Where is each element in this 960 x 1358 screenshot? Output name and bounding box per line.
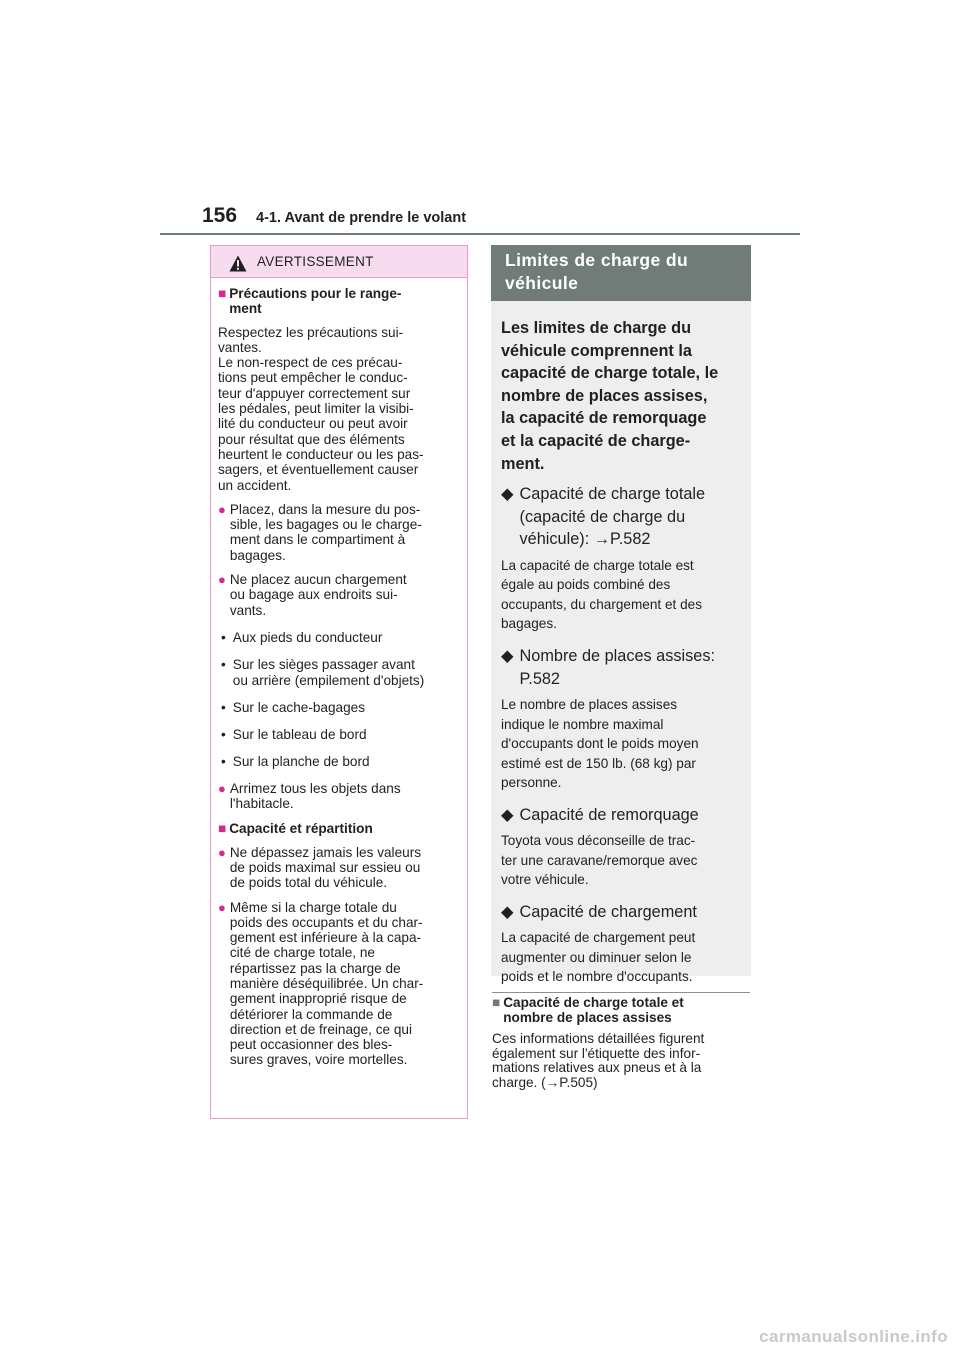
- page-header: [160, 200, 800, 234]
- dot-bullet-icon: ●: [218, 572, 226, 588]
- dot-bullet-icon: ●: [218, 501, 226, 517]
- warning-point: [218, 502, 457, 563]
- list-item: [218, 754, 457, 769]
- subsection-divider: [492, 992, 750, 993]
- warning-point: [218, 781, 457, 812]
- warning-body: [211, 278, 467, 1068]
- subsection-heading: [492, 996, 754, 1025]
- point-text: Ne placez aucun chargement ou bagage aux endroits sui- vants.: [229, 572, 407, 618]
- dot-bullet-icon: ●: [218, 844, 226, 860]
- warning-triangle-icon: [229, 255, 247, 272]
- limit-label: Capacité de remorquage: [519, 805, 699, 824]
- page-number: 156: [202, 204, 238, 227]
- bullet-icon: •: [221, 657, 226, 673]
- list-item-text: Sur la planche de bord: [232, 754, 370, 770]
- point-text: Placez, dans la mesure du pos- sible, les bagages ou le charge- ment dans le compartiment à bagages.: [229, 501, 422, 563]
- subsection-text: Ces informations détaillées figurent également sur l'étiquette des infor- mations relatives aux pneus et à la charge. (→P.505): [492, 1031, 705, 1090]
- point-text: Ne dépassez jamais les valeurs de poids maximal sur essieu ou de poids total du véhicule.: [229, 844, 422, 891]
- limits-panel: [491, 301, 751, 985]
- list-item-text: Aux pieds du conducteur: [232, 629, 383, 645]
- list-item: [218, 657, 457, 688]
- warning-header: [211, 246, 467, 278]
- limit-item: [501, 901, 739, 924]
- limit-description: La capacité de chargement peut augmenter ou diminuer selon le poids et le nombre d'occupants.: [501, 930, 696, 985]
- limit-description: Toyota vous déconseille de trac- ter une caravane/remorque avec votre véhicule.: [501, 833, 698, 888]
- warning-heading-capacity: [218, 821, 457, 836]
- point-text: Arrimez tous les objets dans l'habitacle.: [229, 780, 401, 812]
- list-item-text: Sur les sièges passager avant ou arrière (empilement d'objets): [232, 657, 425, 688]
- limit-label: Nombre de places assises: P.582: [519, 646, 715, 688]
- list-item: [218, 630, 457, 645]
- limit-item: [501, 483, 739, 551]
- list-item-text: Sur le tableau de bord: [232, 727, 367, 743]
- section-title: 4-1. Avant de prendre le volant: [256, 210, 467, 226]
- list-item-text: Sur le cache-bagages: [232, 699, 366, 715]
- dot-bullet-icon: ●: [218, 899, 226, 915]
- diamond-bullet-icon: ◆: [501, 902, 514, 921]
- limit-label: Capacité de charge totale (capacité de charge du véhicule): →P.582: [519, 485, 706, 549]
- warning-point: [218, 900, 457, 1068]
- warning-point: [218, 845, 457, 891]
- limit-item: [501, 645, 739, 690]
- limit-description: La capacité de charge totale est égale au poids combiné des occupants, du chargement et des bagages.: [501, 557, 703, 632]
- dot-bullet-icon: ●: [218, 780, 226, 796]
- square-bullet-icon: ■: [218, 286, 227, 301]
- diamond-bullet-icon: ◆: [501, 805, 514, 824]
- warning-intro: Respectez les précautions sui- vantes. Le non-respect de ces précau- tions peut empêcher le conduc- teur d'appuyer correctement sur les pédales, peut limiter la visibi- lité du conducteur ou peut avoir pour résultat que des éléments heurtent le conducteur ou les pas- sagers, et éventuellement causer un accident.: [218, 324, 424, 493]
- header-divider: [160, 233, 800, 235]
- list-item: [218, 700, 457, 715]
- diamond-bullet-icon: ◆: [501, 646, 514, 665]
- heading-text: Capacité et répartition: [229, 821, 373, 837]
- limit-label: Capacité de chargement: [519, 902, 697, 921]
- limits-title-bar: [491, 245, 751, 301]
- point-text: Même si la charge totale du poids des occupants et du char- gement est inférieure à la capa- cité de charge totale, ne répartissez pas la charge de manière déséquilibrée. Un char- gement inapproprié risque de détériorer la commande de direction et de freinage, ce qui peut occasionner des bles- sures graves, voire mortelles.: [229, 899, 424, 1068]
- bullet-icon: •: [221, 699, 226, 715]
- bullet-icon: •: [221, 727, 226, 743]
- subsection-heading-text: Capacité de charge totale et nombre de places assises: [503, 995, 684, 1025]
- heading-text: Précautions pour le range- ment: [229, 286, 402, 317]
- square-bullet-icon: ■: [218, 821, 227, 837]
- limits-intro: Les limites de charge du véhicule comprennent la capacité de charge totale, le nombre de places assises, la capacité de remorquage et la capacité de charge- ment.: [501, 319, 719, 473]
- limits-title: Limites de charge du véhicule: [505, 250, 689, 293]
- warning-point: [218, 572, 457, 618]
- square-bullet-icon: ■: [492, 995, 501, 1010]
- warning-title: AVERTISSEMENT: [257, 254, 374, 269]
- bullet-icon: •: [221, 629, 226, 645]
- warning-heading-storage: [218, 286, 457, 317]
- list-item: [218, 727, 457, 742]
- bullet-icon: •: [221, 754, 226, 770]
- warning-box: [210, 245, 468, 1119]
- subsection: [492, 996, 754, 1091]
- limit-description: Le nombre de places assises indique le nombre maximal d'occupants dont le poids moyen estimé est de 150 lb. (68 kg) par personne.: [501, 697, 699, 791]
- limit-item: [501, 804, 739, 827]
- watermark: carmanualsonline.info: [759, 1327, 948, 1346]
- diamond-bullet-icon: ◆: [501, 485, 514, 504]
